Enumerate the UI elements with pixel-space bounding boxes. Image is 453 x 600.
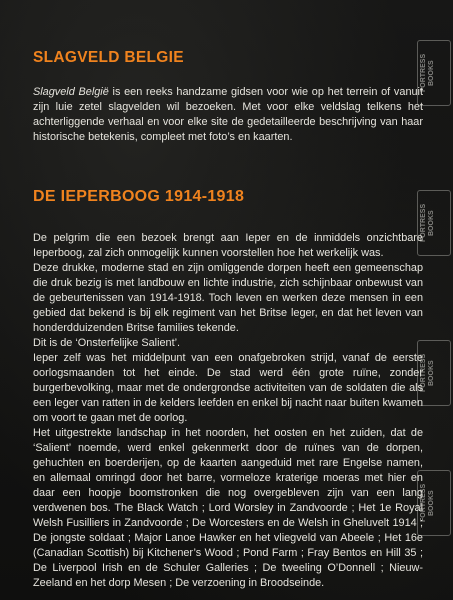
series-description-rest: is een reeks handzame gidsen voor wie op het terrein of vanuit zijn luie zetel slagvelden wil bezoeken. Met voor elke veldslag telkens het achterliggende verhaal en voor elke site de gedetailleerde beschrijving van haar historische betekenis, compleet met foto’s en kaarten.	[33, 86, 423, 143]
publisher-watermark: FORTRESS BOOKS	[417, 40, 451, 106]
paragraph-landscape-chapters: Het uitgestrekte landschap in het noorden, het oosten en het zuiden, dat de ‘Salient’ noemde, werd enkel gekenmerkt door de ruïnes van de dorpen, gehuchten en boerderijen, op de kaarten aangeduid met rare Engelse namen, en allemaal omringd door het barre, vormeloze kraterige moeras met hier en daar een hoopje boomstronken die nog overgebleven zijn van een lang verdwenen bos. The Black Watch ; Lord Worsley in Zandvoorde ; Het 1e Royal Welsh Fusilliers in Zandvoorde ; De Worcesters en de Welsh in Gheluvelt 1914 ; De jongste soldaat ; Major Lanoe Hawker en het vliegveld van Abeele ; Het 16e (Canadian Scottish) bij Kitchener’s Wood ; Pond Farm ; Fray Bentos en Hill 35 ; De Liverpool Irish en de Schuler Galleries ; De tweeling O’Donnell ; Nieuw-Zeeland en het dorp Mesen ; De verzoening in Broodseinde.	[33, 427, 423, 589]
paragraph-pelgrim: De pelgrim die een bezoek brengt aan Ieper en de inmiddels onzichtbare Ieperboog, zal zich onmogelijk kunnen voorstellen hoe het werkelijk was.	[33, 232, 423, 259]
paragraph-ieper-ruin: Ieper zelf was het middelpunt van een onafgebroken strijd, vanaf de eerste oorlogsmaanden tot het einde. De stad werd één grote ruïne, zonder burgerbevolking, maar met de ondergrondse activiteiten van de soldaten die als een leger van ratten in de kelders leefden en enkel bij nacht naar buiten kwamen om voort te gaan met de oorlog.	[33, 352, 423, 424]
series-description	[33, 85, 423, 145]
publisher-watermark: FORTRESS BOOKS	[417, 190, 451, 256]
paragraph-salient: Dit is de ‘Onsterfelijke Salient’.	[33, 337, 181, 349]
book-description	[33, 231, 423, 591]
paragraph-modern-city: Deze drukke, moderne stad en zijn omliggende dorpen heeft een gemeenschap die druk bezig is met landbouw en lichte industrie, zich schijnbaar onbewust van de gebeurtenissen van 1914-1918. Toch leven en werken deze mensen in een gebied dat bekend is bij elk regiment van het Britse leger, en dat het leven van honderdduizenden Britse families tekende.	[33, 262, 423, 334]
series-description-text	[33, 85, 423, 145]
publisher-watermark: FORTRESS BOOKS	[417, 340, 451, 406]
series-title: SLAGVELD BELGIE	[33, 49, 184, 66]
publisher-watermark: FORTRESS BOOKS	[417, 470, 451, 536]
book-title: DE IEPERBOOG 1914-1918	[33, 188, 245, 205]
series-name-italic: Slagveld België	[33, 86, 109, 98]
